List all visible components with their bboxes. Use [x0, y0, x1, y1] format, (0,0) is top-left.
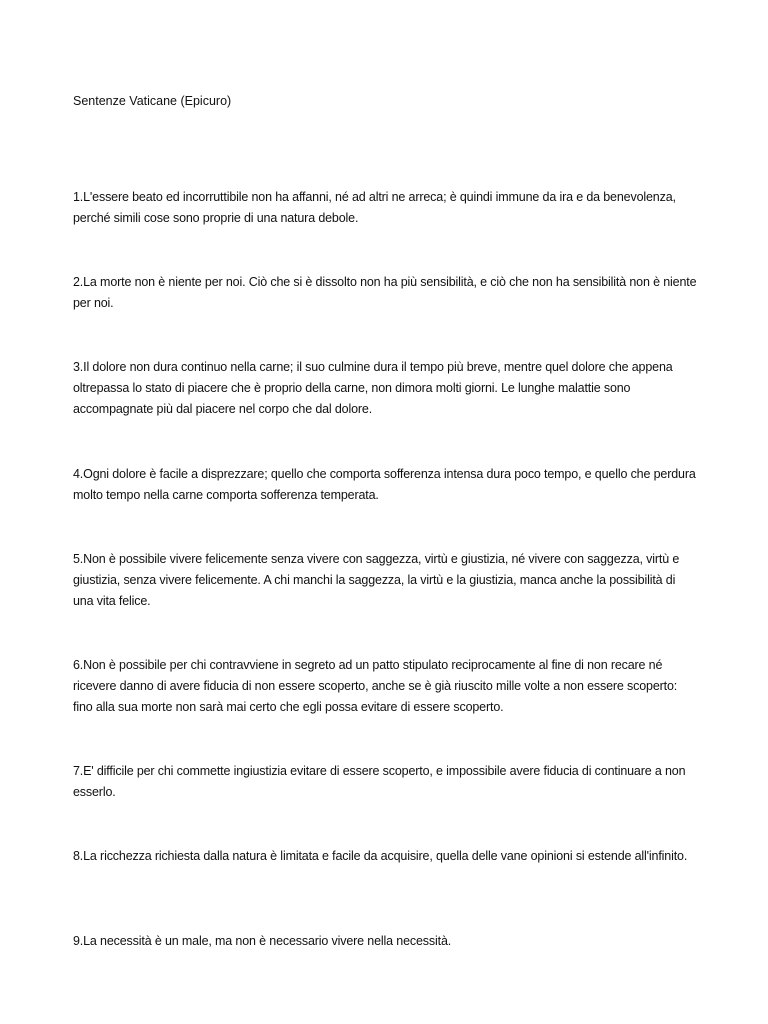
- paragraph-9: 9.La necessità è un male, ma non è necessario vivere nella necessità.: [73, 934, 452, 948]
- paragraph-8: 8.La ricchezza richiesta dalla natura è limitata e facile da acquisire, quella delle vane opinioni si estende all'infinito.: [73, 849, 688, 863]
- paragraph-2: 2.La morte non è niente per noi. Ciò che si è dissolto non ha più sensibilità, e ciò che non ha sensibilità non è niente per noi.: [73, 275, 697, 310]
- paragraph-5: 5.Non è possibile vivere felicemente senza vivere con saggezza, virtù e giustizia, né vivere con saggezza, virtù e giustizia, senza vivere felicemente. A chi manchi la saggezza, la virtù e la giustizia, manca anche la possibilità di una vita felice.: [73, 552, 680, 608]
- document-title: Sentenze Vaticane (Epicuro): [73, 94, 232, 108]
- paragraph-3: 3.Il dolore non dura continuo nella carne; il suo culmine dura il tempo più breve, mentre quel dolore che appena oltrepassa lo stato di piacere che è proprio della carne, non dimora molti giorni. Le lunghe malattie sono accompagnate più dal piacere nel corpo che dal dolore.: [73, 360, 673, 416]
- paragraph-1: 1.L'essere beato ed incorruttibile non ha affanni, né ad altri ne arreca; è quindi immune da ira e da benevolenza, perché simili cose sono proprie di una natura debole.: [73, 190, 676, 225]
- paragraph-4: 4.Ogni dolore è facile a disprezzare; quello che comporta sofferenza intensa dura poco tempo, e quello che perdura molto tempo nella carne comporta sofferenza temperata.: [73, 467, 696, 502]
- paragraph-7: 7.E' difficile per chi commette ingiustizia evitare di essere scoperto, e impossibile avere fiducia di continuare a non esserlo.: [73, 764, 686, 799]
- paragraph-6: 6.Non è possibile per chi contravviene in segreto ad un patto stipulato reciprocamente al fine di non recare né ricevere danno di avere fiducia di non essere scoperto, anche se è già riuscito mille volte a non essere scoperto: fino alla sua morte non sarà mai certo che egli possa evitare di essere scoperto.: [73, 658, 678, 714]
